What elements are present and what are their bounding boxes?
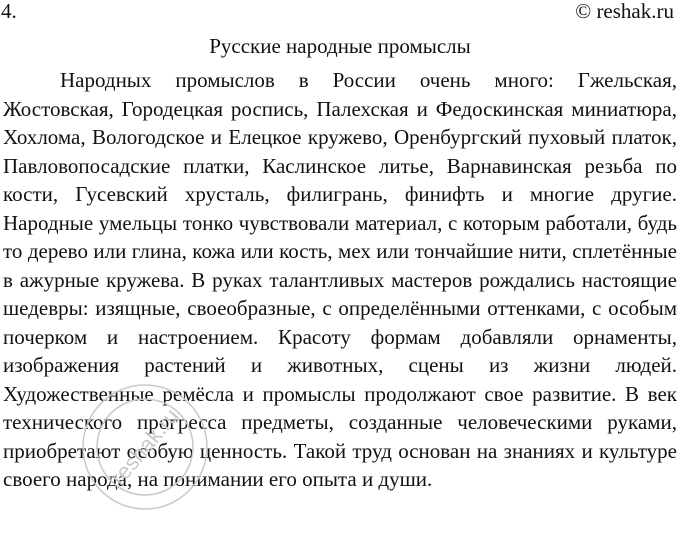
source-credit: © reshak.ru (575, 0, 674, 23)
exercise-number: 4. (1, 0, 17, 23)
body-paragraph: Народных промыслов в России очень много: Гжельская, Жостовская, Городецкая роспись, Палехская и Федоскинская миниатюра, Хохлома, Вологодское и Елецкое кружево, Оренбургский пуховый платок, Павловопосадские платки, Каслинское литье, Варнавинская резьба по кости, Гусевский хрусталь, филигрань, финифть и многие другие. Народные умельцы тонко чувствовали материал, с которым работали, будь то дерево или глина, кожа или кость, мех или тончайшие нити, сплетённые в ажурные кружева. В руках талантливых мастеров рождались настоящие шедевры: изящные, своеобразные, с определёнными оттенками, с особым почерком и настроением. Красоту формам добавляли орнаменты, изображения растений и животных, сцены из жизни людей. Художественные ремёсла и промыслы продолжают свое развитие. В век технического прогресса предметы, созданные человеческими руками, приобретают особую ценность. Такой труд основан на знаниях и культуре своего народа, на понимании его опыта и души. (3, 68, 677, 491)
svg-text:reshak.ru: reshak.ru (105, 403, 184, 490)
text-title: Русские народные промыслы (209, 34, 471, 58)
